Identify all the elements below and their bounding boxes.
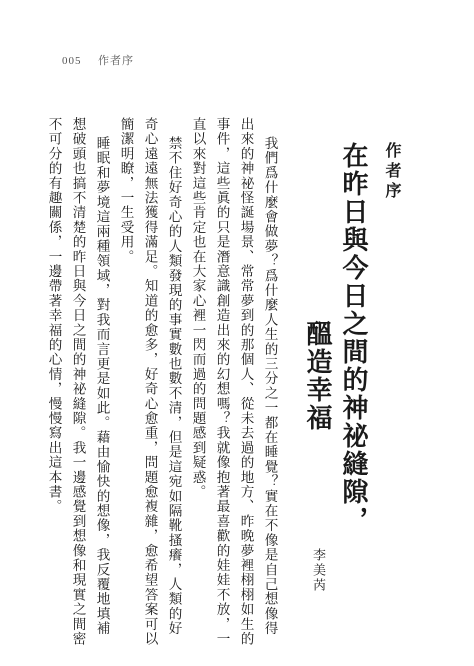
body-line: 我們爲什麼會做夢？爲什麼人生的三分之一都在睡覺？實在不像是自己想像得 bbox=[261, 136, 278, 636]
author-name: 李美芮 bbox=[310, 548, 325, 593]
chapter-title: 在昨日與今日之間的神祕縫隙， bbox=[338, 142, 368, 534]
body-line: 想破頭也搞不清楚的昨日與今日之間的神祕縫隙。我一邊感覺到想像和現實之間密 bbox=[69, 117, 86, 647]
running-head-section: 作者序 bbox=[98, 54, 134, 67]
body-line: 簡潔明瞭，一生受用。 bbox=[117, 117, 134, 264]
page-number: 005 bbox=[62, 55, 82, 67]
body-line: 不可分的有趣關係，一邊帶著幸福的心情，慢慢寫出這本書。 bbox=[45, 117, 62, 514]
body-line: 禁不住好奇心的人類發現的事實數也數不清，但是這宛如隔靴搔癢，人類的好 bbox=[165, 136, 182, 636]
running-head bbox=[62, 52, 134, 68]
chapter-title-line-2: 醞造幸福 bbox=[302, 320, 332, 432]
body-line: 奇心遠遠無法獲得滿足。知道的愈多，好奇心愈重，問題愈複雜，愈希望答案可以 bbox=[141, 117, 158, 647]
body-line: 直以來對這些肯定也在大家心裡一閃而過的問題感到疑惑。 bbox=[189, 117, 206, 500]
body-line: 事件，這些眞的只是潛意識創造出來的幻想嗎？我就像抱著最喜歡的娃娃不放，一 bbox=[213, 117, 230, 647]
body-line: 出來的神祕怪誕場景、常常夢到的那個人、從未去過的地方、昨晚夢裡栩栩如生的 bbox=[237, 117, 254, 647]
body-line: 睡眠和夢境這兩種領域，對我而言更是如此。藉由愉快的想像，我反覆地填補 bbox=[93, 136, 110, 636]
section-label: 作者序 bbox=[383, 142, 402, 202]
